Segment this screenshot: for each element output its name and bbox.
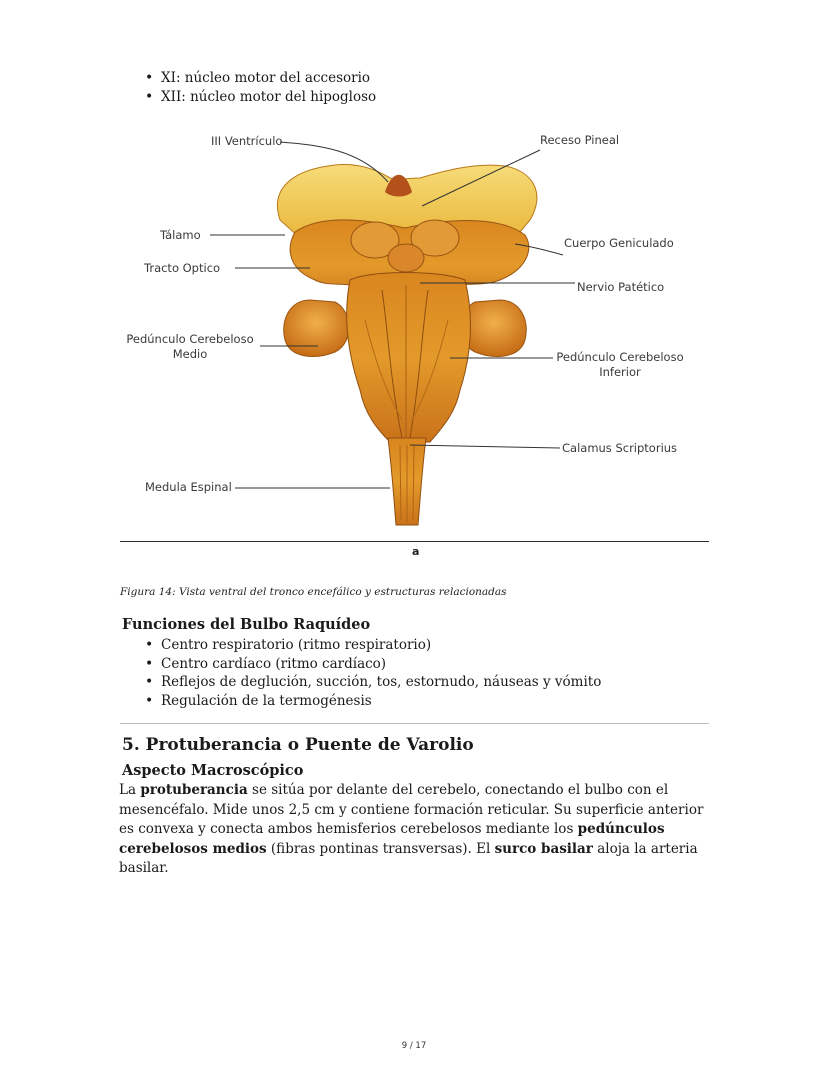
label-pedunculo-inferior: Pedúnculo Cerebeloso Inferior	[556, 350, 684, 379]
section-paragraph: La protuberancia se sitúa por delante del cerebelo, conectando el bulbo con el mesencéfalo. Mide unos 2,5 cm y contiene formación reticular. Su superficie anterior es convexa y conecta ambos hemisferios cerebelosos mediante los pedúnculos cerebelosos medios (fibras pontinas transversas). El surco basilar aloja la arteria basilar.	[119, 782, 704, 876]
list-item: • Reflejos de deglución, succión, tos, estornudo, náuseas y vómito	[143, 673, 601, 692]
term-pedunculos: pedúnculos cerebelosos medios	[119, 821, 665, 857]
label-cuerpo-geniculado: Cuerpo Geniculado	[564, 236, 674, 250]
label-medula-espinal: Medula Espinal	[145, 480, 232, 494]
funciones-heading: Funciones del Bulbo Raquídeo	[122, 616, 371, 633]
figure-caption: Figura 14: Vista ventral del tronco encefálico y estructuras relacionadas	[120, 586, 507, 598]
list-item: • XII: núcleo motor del hipogloso	[143, 88, 376, 107]
section-divider	[120, 723, 709, 724]
section-subheading: Aspecto Macroscópico	[122, 762, 304, 779]
list-item: • Regulación de la termogénesis	[143, 692, 601, 711]
page-number: 9 / 17	[401, 1041, 427, 1051]
brainstem-illustration	[120, 120, 710, 540]
funciones-list	[143, 636, 601, 710]
label-talamo: Tálamo	[160, 228, 201, 242]
figure-rule	[120, 541, 709, 542]
list-item: • Centro respiratorio (ritmo respiratorio)	[143, 636, 601, 655]
label-nervio-patetico: Nervio Patético	[577, 280, 665, 294]
top-nucleus-list	[143, 69, 376, 106]
figure-marker: a	[412, 545, 420, 558]
term-surco-basilar: surco basilar	[494, 840, 593, 857]
label-calamus-scriptorius: Calamus Scriptorius	[562, 441, 678, 455]
brainstem-figure	[120, 120, 710, 540]
label-receso-pineal: Receso Pineal	[540, 133, 620, 147]
section-title: 5. Protuberancia o Puente de Varolio	[122, 735, 474, 755]
label-iii-ventriculo: III Ventrículo	[211, 134, 283, 148]
label-tracto-optico: Tracto Optico	[144, 261, 221, 275]
peduncle-left	[284, 300, 349, 356]
term-protuberancia: protuberancia	[140, 782, 248, 798]
list-item: • Centro cardíaco (ritmo cardíaco)	[143, 655, 601, 674]
list-item: • XI: núcleo motor del accesorio	[143, 69, 376, 88]
medulla-shape	[347, 273, 471, 443]
label-pedunculo-medio: Pedúnculo Cerebeloso Medio	[126, 332, 254, 361]
